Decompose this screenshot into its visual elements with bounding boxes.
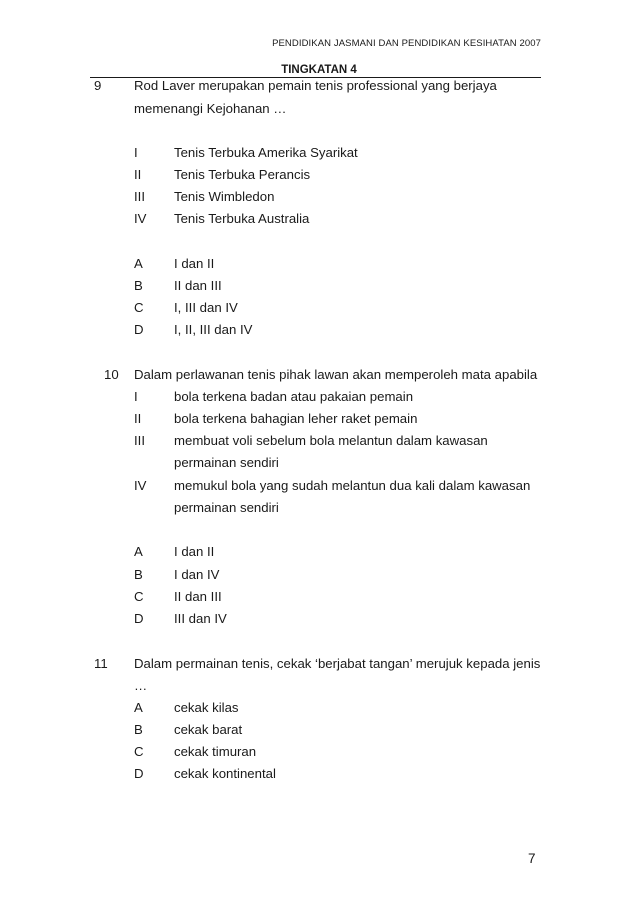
question-9-statement-label: IV [134,211,147,226]
question-10-number: 10 [104,367,119,382]
question-9-option-label: A [134,256,143,271]
question-11-option-text: cekak barat [174,722,243,737]
question-10-option-text: I dan II [174,544,215,559]
document-header-level: TINGKATAN 4 [281,64,357,76]
question-9-option-text: II dan III [174,278,222,293]
question-10-statement-label: IV [134,478,147,493]
question-9-statement-text: Tenis Terbuka Australia [174,211,310,226]
question-9-stem-line-1: Rod Laver merupakan pemain tenis professional yang berjaya [134,78,497,93]
question-9-statement-text: Tenis Terbuka Perancis [174,167,311,182]
question-9-statement-text: Tenis Wimbledon [174,189,275,204]
question-9-statement-label: II [134,167,142,182]
question-10-statement-text-cont: permainan sendiri [174,500,279,515]
question-11-option-text: cekak kontinental [174,766,276,781]
question-9-option-label: B [134,278,143,293]
question-11-option-label: A [134,700,143,715]
question-10-statement-text: memukul bola yang sudah melantun dua kali dalam kawasan [174,478,531,493]
question-9-option-label: D [134,322,144,337]
question-10-statement-text: bola terkena bahagian leher raket pemain [174,411,418,426]
question-11-option-text: cekak kilas [174,700,239,715]
question-11-option-label: C [134,744,144,759]
question-10-option-label: A [134,544,143,559]
question-11-option-label: D [134,766,144,781]
question-10-option-text: I dan IV [174,567,220,582]
question-10-option-text: II dan III [174,589,222,604]
question-10-option-label: D [134,611,144,626]
question-11-option-label: B [134,722,143,737]
question-10-statement-text: membuat voli sebelum bola melantun dalam kawasan [174,433,488,448]
document-header-subject: PENDIDIKAN JASMANI DAN PENDIDIKAN KESIHATAN 2007 [272,38,541,49]
question-11-stem-line-1: Dalam permainan tenis, cekak ‘berjabat tangan’ merujuk kepada jenis [134,656,541,671]
question-10-statement-label: II [134,411,142,426]
question-10-option-label: C [134,589,144,604]
question-10-option-text: III dan IV [174,611,227,626]
question-10-statement-label: I [134,389,138,404]
question-11-number: 11 [94,656,108,671]
question-9-option-text: I, III dan IV [174,300,238,315]
question-9-option-label: C [134,300,144,315]
question-11-option-text: cekak timuran [174,744,257,759]
question-10-option-label: B [134,567,143,582]
question-10-statement-text-cont: permainan sendiri [174,455,279,470]
page-number: 7 [528,851,536,866]
question-10-stem: Dalam perlawanan tenis pihak lawan akan memperoleh mata apabila [134,367,538,382]
question-11-stem-line-2: … [134,678,148,693]
question-10-statement-label: III [134,433,145,448]
question-9-statement-label: III [134,189,145,204]
question-9-statement-text: Tenis Terbuka Amerika Syarikat [174,145,358,160]
question-9-statement-label: I [134,145,138,160]
question-9-number: 9 [94,78,102,93]
question-9-stem-line-2: memenangi Kejohanan … [134,101,287,116]
question-10-statement-text: bola terkena badan atau pakaian pemain [174,389,414,404]
question-9-option-text: I dan II [174,256,215,271]
question-9-option-text: I, II, III dan IV [174,322,253,337]
